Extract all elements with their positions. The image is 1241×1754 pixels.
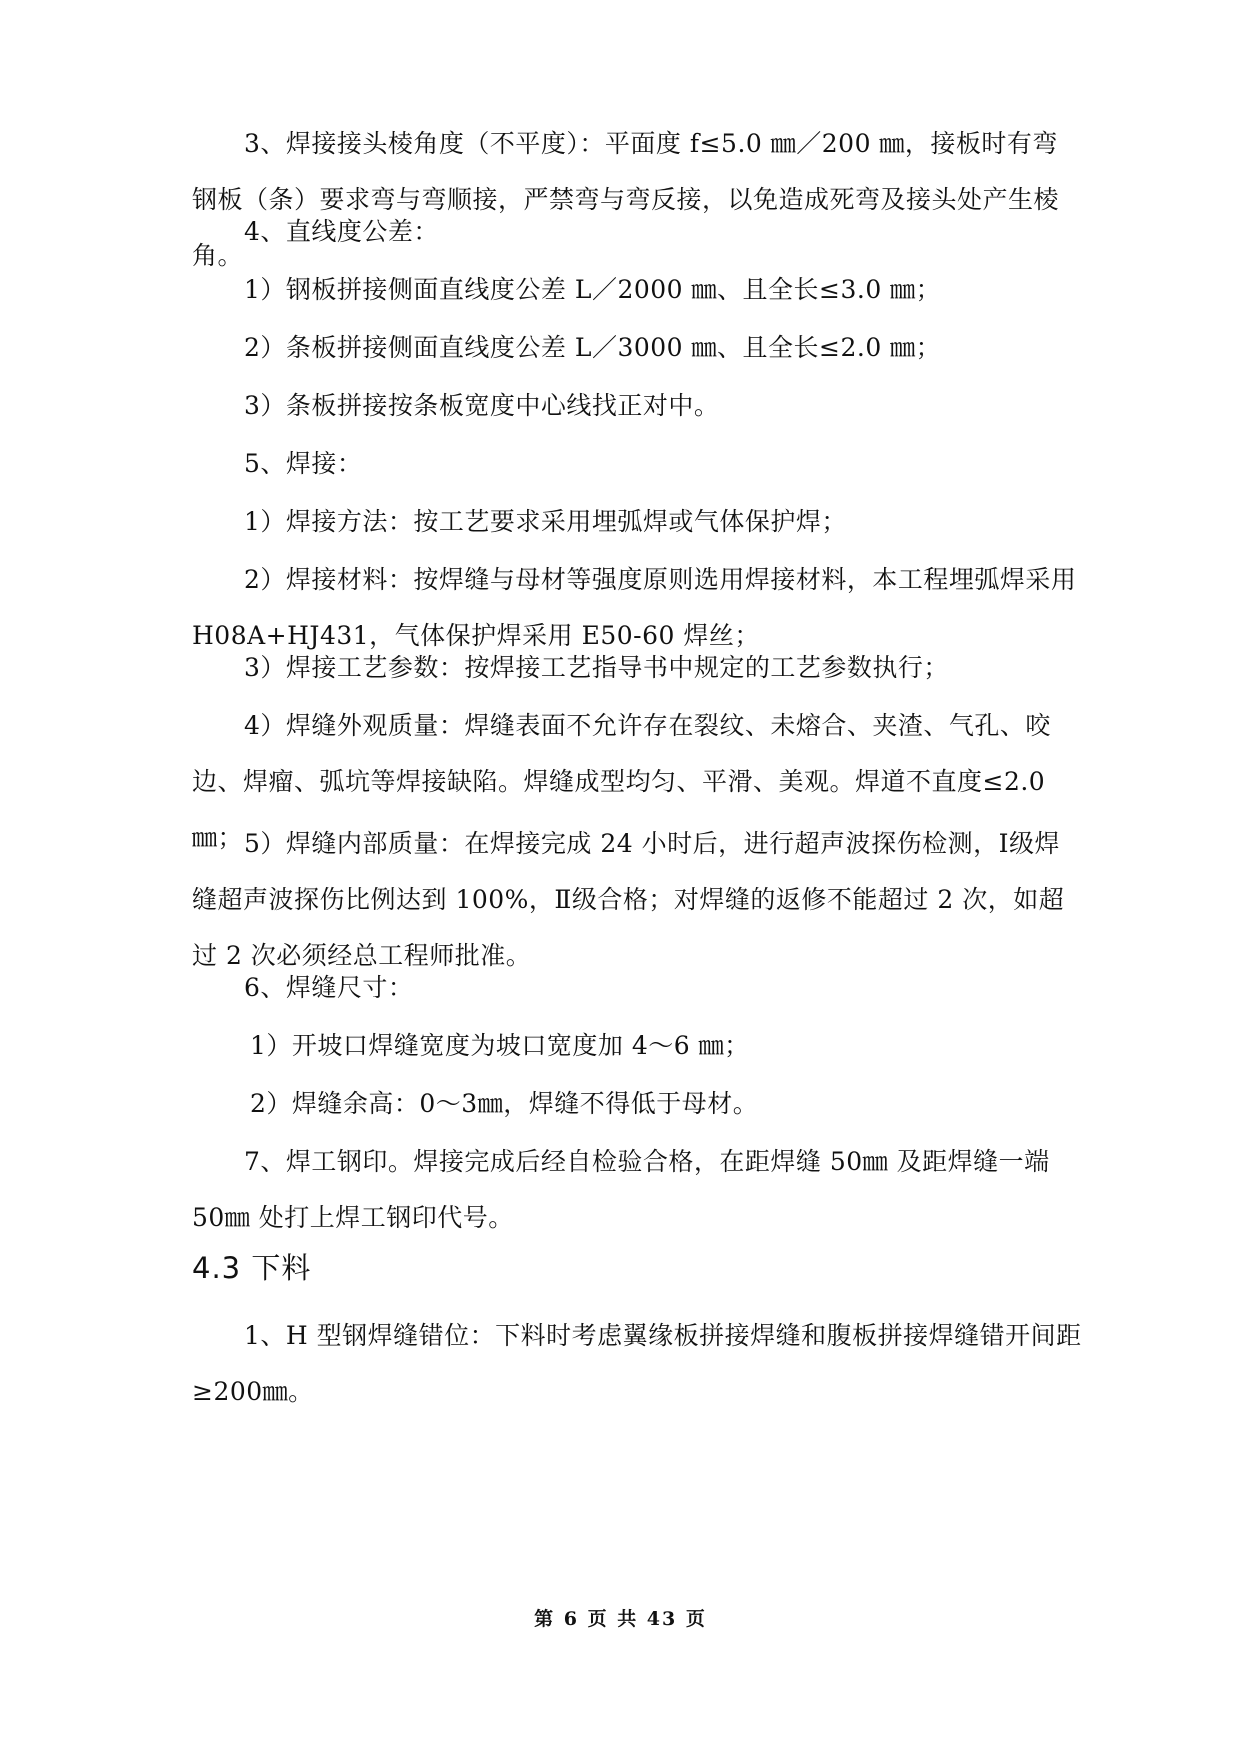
paragraph-weld-size-1: 1）开坡口焊缝宽度为坡口宽度加 4～6 ㎜；	[250, 1031, 750, 1060]
paragraph-straightness-heading: 4、直线度公差：	[244, 217, 439, 246]
paragraph-straightness-3: 3）条板拼接按条板宽度中心线找正对中。	[244, 391, 720, 420]
paragraph-joint-angle: 3、焊接接头棱角度（不平度）：平面度 f≤5.0 ㎜／200 ㎜，接板时有弯钢板（条）要求弯与弯顺接，严禁弯与弯反接，以免造成死弯及接头处产生棱角。	[192, 129, 1060, 270]
paragraph-weld-size-heading: 6、焊缝尺寸：	[244, 973, 414, 1002]
paragraph-weld-size-2: 2）焊缝余高：0～3㎜，焊缝不得低于母材。	[250, 1089, 759, 1118]
page-footer: 第 6 页 共 43 页	[534, 1608, 707, 1630]
document-page	[192, 0, 1082, 1754]
paragraph-welding-heading: 5、焊接：	[244, 449, 363, 478]
paragraph-straightness-2: 2）条板拼接侧面直线度公差 L／3000 ㎜、且全长≤2.0 ㎜；	[244, 333, 942, 362]
paragraph-weld-internal-quality: 5）焊缝内部质量：在焊接完成 24 小时后，进行超声波探伤检测，Ⅰ级焊缝超声波探伤比例达到 100%，Ⅱ级合格；对焊缝的返修不能超过 2 次，如超过 2 次必须经总工程师批准。	[192, 829, 1065, 970]
paragraph-welder-stamp: 7、焊工钢印。焊接完成后经自检验合格，在距焊缝 50㎜ 及距焊缝一端 50㎜ 处打上焊工钢印代号。	[192, 1147, 1050, 1232]
paragraph-welding-parameters: 3）焊接工艺参数：按焊接工艺指导书中规定的工艺参数执行；	[244, 653, 949, 682]
paragraph-h-beam-offset: 1、H 型钢焊缝错位：下料时考虑翼缘板拼接焊缝和腹板拼接焊缝错开间距≥200㎜。	[192, 1321, 1082, 1406]
paragraph-welding-method: 1）焊接方法：按工艺要求采用埋弧焊或气体保护焊；	[244, 507, 847, 536]
paragraph-weld-appearance: 4）焊缝外观质量：焊缝表面不允许存在裂纹、未熔合、夹渣、气孔、咬边、焊瘤、弧坑等焊接缺陷。焊缝成型均匀、平滑、美观。焊道不直度≤2.0㎜；	[192, 711, 1051, 852]
section-heading: 4.3 下料	[192, 1251, 312, 1285]
paragraph-welding-material: 2）焊接材料：按焊缝与母材等强度原则选用焊接材料，本工程埋弧焊采用 H08A+HJ431，气体保护焊采用 E50-60 焊丝；	[192, 565, 1077, 650]
paragraph-straightness-1: 1）钢板拼接侧面直线度公差 L／2000 ㎜、且全长≤3.0 ㎜；	[244, 275, 942, 304]
